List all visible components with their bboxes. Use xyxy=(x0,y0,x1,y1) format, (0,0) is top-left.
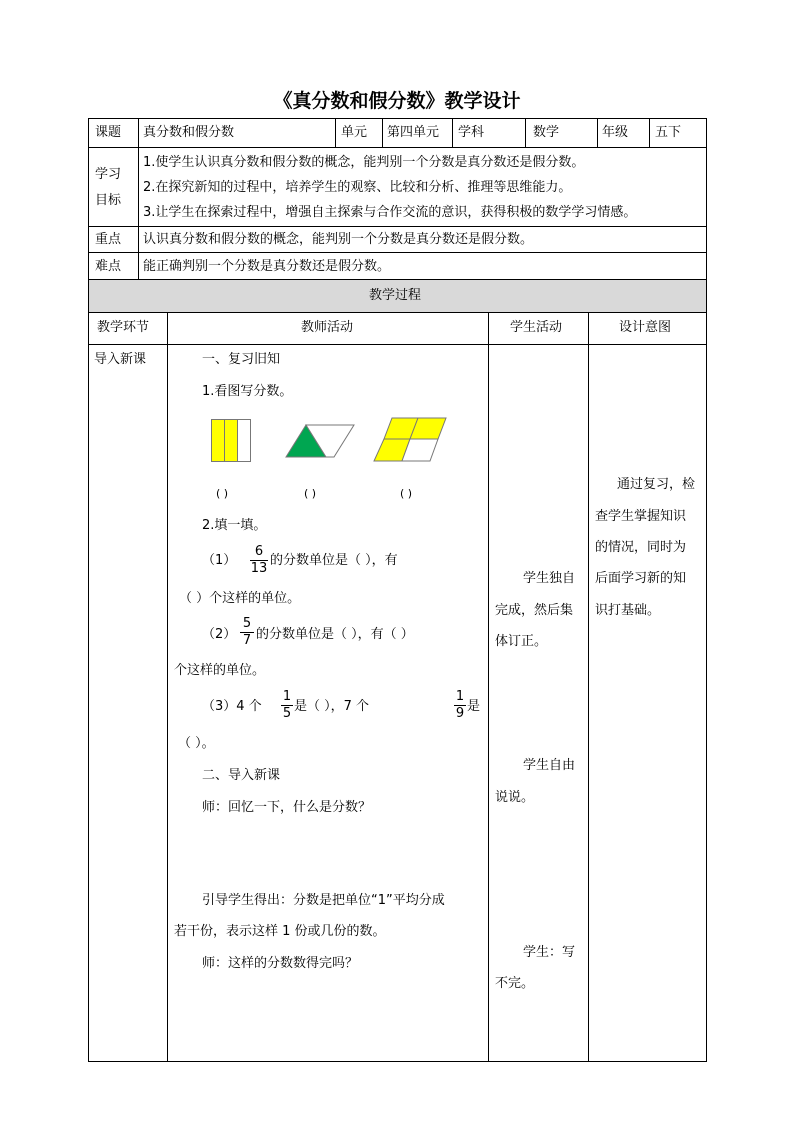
column-header: 教学环节 xyxy=(97,320,150,335)
fraction-1-9: 1 9 xyxy=(455,689,465,721)
stage-label: 导入新课 xyxy=(94,352,147,367)
question-2: 2.填一填。 xyxy=(202,518,267,533)
grade-value: 五下 xyxy=(655,125,682,140)
unit-label: 单元 xyxy=(341,125,368,140)
student-activity-3: 不完。 xyxy=(495,976,535,991)
answer-blank: ( ) xyxy=(216,487,229,500)
q2-1-prefix: （1） xyxy=(202,553,237,568)
guide-line-2: 若干份，表示这样 1 份或几份的数。 xyxy=(174,924,386,939)
design-intent: 识打基础。 xyxy=(595,603,661,618)
review-title: 一、复习旧知 xyxy=(202,352,281,367)
design-intent: 后面学习新的知 xyxy=(595,571,687,586)
q2-2-text: 的分数单位是（ ），有（ ） xyxy=(256,627,414,642)
q2-2-prefix: （2） xyxy=(202,627,237,642)
intro-title: 二、导入新课 xyxy=(202,768,281,783)
course-value: 真分数和假分数 xyxy=(143,125,235,140)
objectives-label-1: 学习 xyxy=(95,167,122,182)
course-label: 课题 xyxy=(95,125,122,140)
design-intent: 查学生掌握知识 xyxy=(595,509,687,524)
student-activity-1: 体订正。 xyxy=(495,634,548,649)
figure-parallelogram-green xyxy=(284,423,356,459)
column-header: 教师活动 xyxy=(301,320,354,335)
objectives-label-2: 目标 xyxy=(95,193,122,208)
q2-3-text: 是（ ），7 个 xyxy=(294,699,370,714)
q2-3-is: 是 xyxy=(467,699,481,714)
q2-3-text-cont: （ ）。 xyxy=(178,736,215,751)
answer-blank: ( ) xyxy=(400,487,413,500)
answer-blank: ( ) xyxy=(304,487,317,500)
fraction-6-13: 6 13 xyxy=(250,544,268,576)
q2-1-text-cont: （ ）个这样的单位。 xyxy=(179,591,301,606)
column-header: 学生活动 xyxy=(510,320,563,335)
student-activity-1: 完成，然后集 xyxy=(495,603,574,618)
guide-line-1: 引导学生得出：分数是把单位“1”平均分成 xyxy=(202,893,445,908)
design-intent: 的情况，同时为 xyxy=(595,540,687,555)
key-point-text: 认识真分数和假分数的概念，能判别一个分数是真分数还是假分数。 xyxy=(143,232,534,247)
teacher-question-2: 师：这样的分数数得完吗？ xyxy=(202,956,359,971)
difficulty-text: 能正确判别一个分数是真分数还是假分数。 xyxy=(143,259,391,274)
student-activity-3: 学生：写 xyxy=(523,945,576,960)
objective-item: 3.让学生在探索过程中，增强自主探索与合作交流的意识，获得积极的数学学习情感。 xyxy=(143,205,637,220)
subject-value: 数学 xyxy=(533,125,560,140)
question-1: 1.看图写分数。 xyxy=(202,384,293,399)
figure-parallelogram-yellow xyxy=(372,417,448,463)
design-intent: 通过复习，检 xyxy=(617,477,696,492)
objective-item: 1.使学生认识真分数和假分数的概念，能判别一个分数是真分数还是假分数。 xyxy=(143,155,585,170)
figure-rectangle xyxy=(211,419,251,463)
q2-3-prefix: （3）4 个 xyxy=(202,699,262,714)
q2-1-text: 的分数单位是（ ），有 xyxy=(270,553,398,568)
document-title: 《真分数和假分数》教学设计 xyxy=(273,90,521,112)
fraction-5-7: 5 7 xyxy=(240,617,254,648)
student-activity-1: 学生独自 xyxy=(523,571,576,586)
key-point-label: 重点 xyxy=(95,232,122,247)
column-header: 设计意图 xyxy=(619,320,672,335)
subject-label: 学科 xyxy=(458,125,485,140)
fraction-1-5: 1 5 xyxy=(282,689,292,721)
q2-2-text-cont: 个这样的单位。 xyxy=(174,663,266,678)
grade-label: 年级 xyxy=(602,125,629,140)
difficulty-label: 难点 xyxy=(95,259,122,274)
student-activity-2: 说说。 xyxy=(495,790,535,805)
teacher-question-1: 师：回忆一下，什么是分数？ xyxy=(202,800,372,815)
unit-value: 第四单元 xyxy=(387,125,440,140)
student-activity-2: 学生自由 xyxy=(523,758,576,773)
process-title: 教学过程 xyxy=(369,288,422,303)
objective-item: 2.在探究新知的过程中，培养学生的观察、比较和分析、推理等思维能力。 xyxy=(143,180,572,195)
